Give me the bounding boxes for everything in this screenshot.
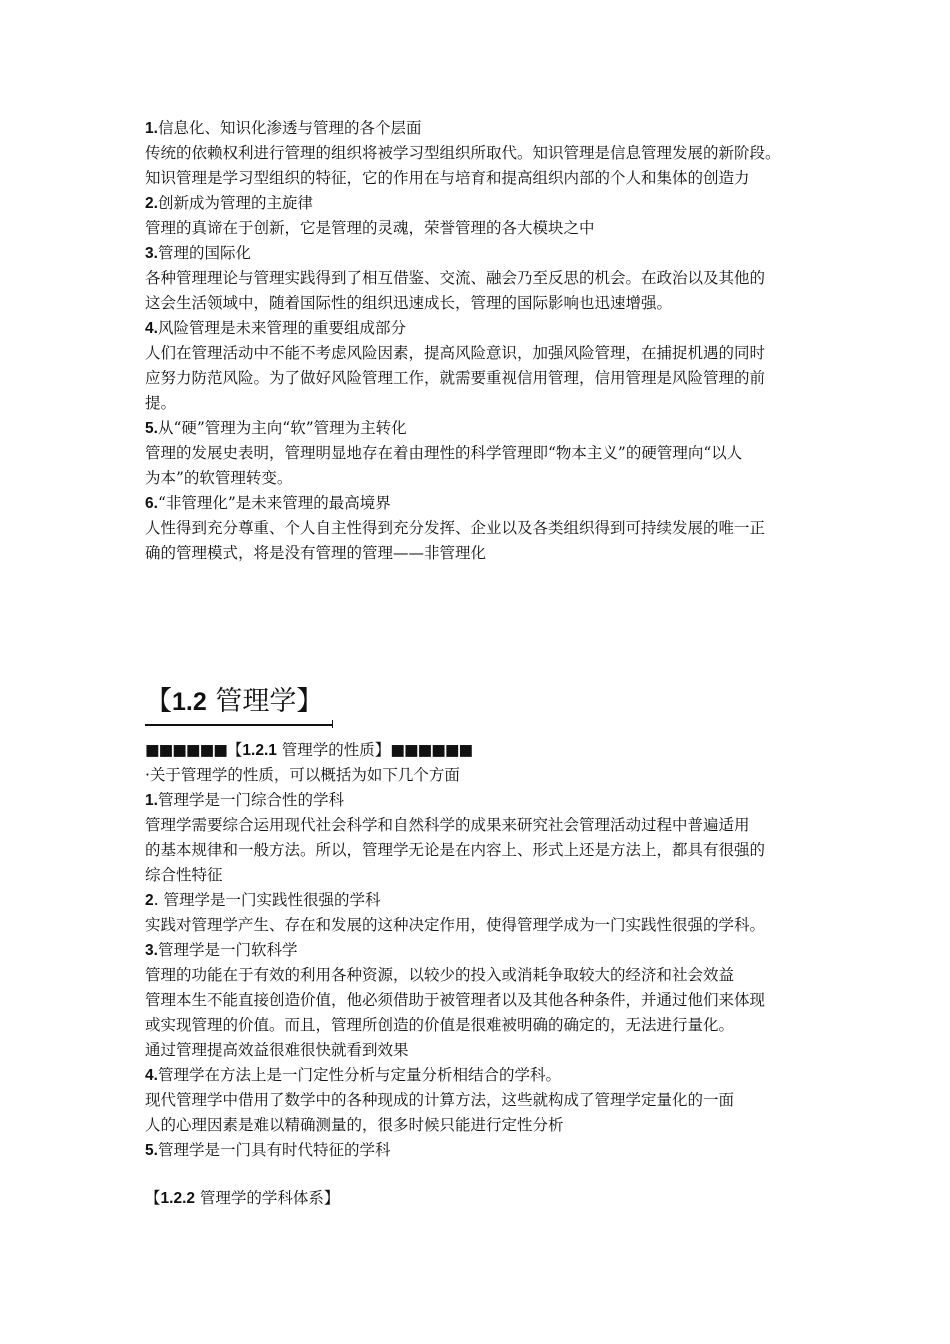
- paragraph-line: ·关于管理学的性质，可以概括为如下几个方面: [145, 766, 460, 784]
- section-title: 5.从“硬”管理为主向“软”管理为主转化: [145, 419, 407, 437]
- paragraph-line: 管理学需要综合运用现代社会科学和自然科学的成果来研究社会管理活动过程中普遍适用: [145, 816, 750, 834]
- paragraph-line: 传统的依赖权利进行管理的组织将被学习型组织所取代。知识管理是信息管理发展的新阶段。: [145, 144, 781, 162]
- paragraph-line: 管理的功能在于有效的利用各种资源，以较少的投入或消耗争取较大的经济和社会效益: [145, 966, 735, 984]
- paragraph-line: 实践对管理学产生、存在和发展的这种决定作用，使得管理学成为一门实践性很强的学科。: [145, 916, 766, 934]
- paragraph-line: 确的管理模式，将是没有管理的管理——非管理化: [145, 544, 487, 562]
- paragraph-line: 管理的发展史表明，管理明显地存在着由理性的科学管理即“物本主义”的硬管理向“以人: [145, 444, 743, 462]
- section-title: 4.风险管理是未来管理的重要组成部分: [145, 319, 406, 337]
- section-title: 1.信息化、知识化渗透与管理的各个层面: [145, 119, 422, 137]
- paragraph-line: 提。: [145, 394, 177, 412]
- paragraph-line: 人的心理因素是难以精确测量的，很多时候只能进行定性分析: [145, 1116, 564, 1134]
- section-title: 3.管理学是一门软科学: [145, 941, 298, 959]
- section-title: 3.管理的国际化: [145, 244, 251, 262]
- section-title: 5.管理学是一门具有时代特征的学科: [145, 1141, 391, 1159]
- paragraph-line: 通过管理提高效益很难很快就看到效果: [145, 1041, 409, 1059]
- heading-underline: [145, 724, 333, 726]
- section-title: 2. 管理学是一门实践性很强的学科: [145, 891, 381, 909]
- paragraph-line: 人们在管理活动中不能不考虑风险因素，提高风险意识，加强风险管理，在捕捉机遇的同时: [145, 344, 766, 362]
- paragraph-line: 为本”的软管理转变。: [145, 469, 293, 487]
- paragraph-line: 这会生活领域中，随着国际性的组织迅速成长，管理的国际影响也迅速增强。: [145, 294, 673, 312]
- paragraph-line: 综合性特征: [145, 866, 223, 884]
- section-title: 4.管理学在方法上是一门定性分析与定量分析相结合的学科。: [145, 1066, 561, 1084]
- paragraph-line: 各种管理理论与管理实践得到了相互借鉴、交流、融会乃至反思的机会。在政治以及其他的: [145, 269, 766, 287]
- chapter-heading: 【1.2 管理学】: [145, 686, 324, 717]
- paragraph-line: 管理的真谛在于创新，它是管理的灵魂，荣誉管理的各大模块之中: [145, 219, 595, 237]
- paragraph-line: 的基本规律和一般方法。所以，管理学无论是在内容上、形式上还是方法上，都具有很强的: [145, 841, 766, 859]
- paragraph-line: 现代管理学中借用了数学中的各种现成的计算方法，这些就构成了管理学定量化的一面: [145, 1091, 735, 1109]
- heading-underline-tick: [332, 720, 333, 728]
- paragraph-line: 应努力防范风险。为了做好风险管理工作，就需要重视信用管理，信用管理是风险管理的前: [145, 369, 766, 387]
- paragraph-line: 管理本生不能直接创造价值，他必须借助于被管理者以及其他各种条件，并通过他们来体现: [145, 991, 766, 1009]
- paragraph-line: 或实现管理的价值。而且，管理所创造的价值是很难被明确的确定的，无法进行量化。: [145, 1016, 735, 1034]
- paragraph-line: 人性得到充分尊重、个人自主性得到充分发挥、企业以及各类组织得到可持续发展的唯一正: [145, 519, 766, 537]
- section-title: 1.管理学是一门综合性的学科: [145, 791, 344, 809]
- paragraph-line: 知识管理是学习型组织的特征，它的作用在与培育和提高组织内部的个人和集体的创造力: [145, 169, 750, 187]
- section-title: 6.“非管理化”是未来管理的最高境界: [145, 494, 391, 512]
- subsection-heading: 【1.2.2 管理学的学科体系】: [145, 1189, 340, 1207]
- section-title: 2.创新成为管理的主旋律: [145, 194, 313, 212]
- subsection-heading: ■■■■■■【1.2.1 管理学的性质】■■■■■■: [145, 740, 473, 759]
